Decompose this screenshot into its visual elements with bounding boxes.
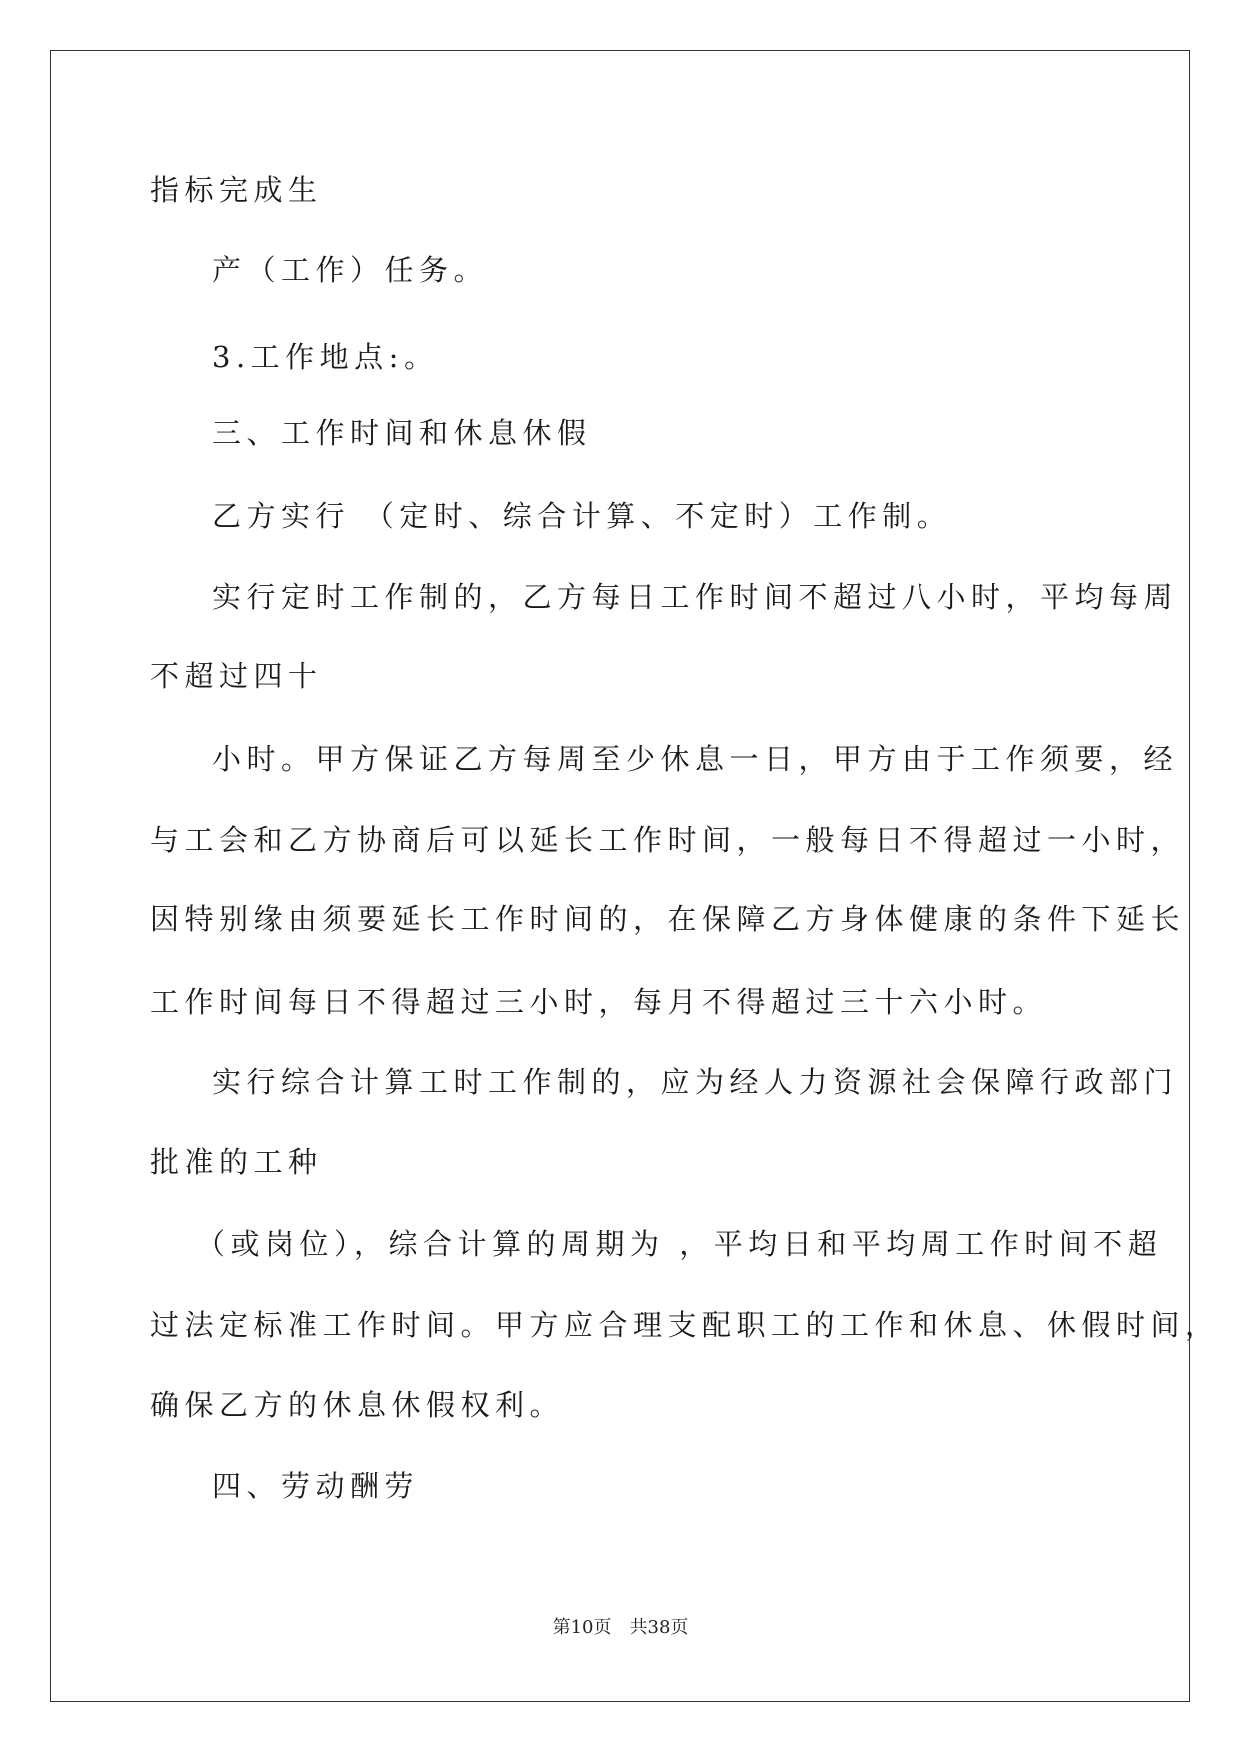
text-line: 批准的工种 [150,1145,323,1179]
text-line: 产（工作）任务。 [212,253,489,287]
text-line: 实行定时工作制的，乙方每日工作时间不超过八小时，平均每周 [212,580,1179,614]
page-total: 共38页 [629,1617,689,1638]
text-line: 确保乙方的休息休假权利。 [150,1388,565,1422]
text-line: 不超过四十 [150,659,323,693]
text-line: 乙方实行 （定时、综合计算、不定时）工作制。 [212,499,952,533]
text-line: 指标完成生 [150,173,323,207]
page-footer [0,1613,1241,1639]
text-line: 小时。甲方保证乙方每周至少休息一日，甲方由于工作须要，经 [212,742,1179,776]
page-number: 第10页 [552,1617,612,1638]
text-line: （或岗位），综合计算的周期为 ，平均日和平均周工作时间不超 [196,1227,1163,1261]
text-line: 与工会和乙方协商后可以延长工作时间，一般每日不得超过一小时， [150,823,1186,857]
section-heading: 三、工作时间和休息休假 [212,416,592,450]
text-line: 工作时间每日不得超过三小时，每月不得超过三十六小时。 [150,985,1048,1019]
text-line: 3.工作地点:。 [212,340,439,374]
page-border [50,50,1190,1702]
section-heading: 四、劳动酬劳 [212,1469,420,1503]
text-line: 过法定标准工作时间。甲方应合理支配职工的工作和休息、休假时间， [150,1308,1220,1342]
text-line: 实行综合计算工时工作制的，应为经人力资源社会保障行政部门 [212,1065,1179,1099]
text-line: 因特别缘由须要延长工作时间的，在保障乙方身体健康的条件下延长 [150,902,1186,936]
